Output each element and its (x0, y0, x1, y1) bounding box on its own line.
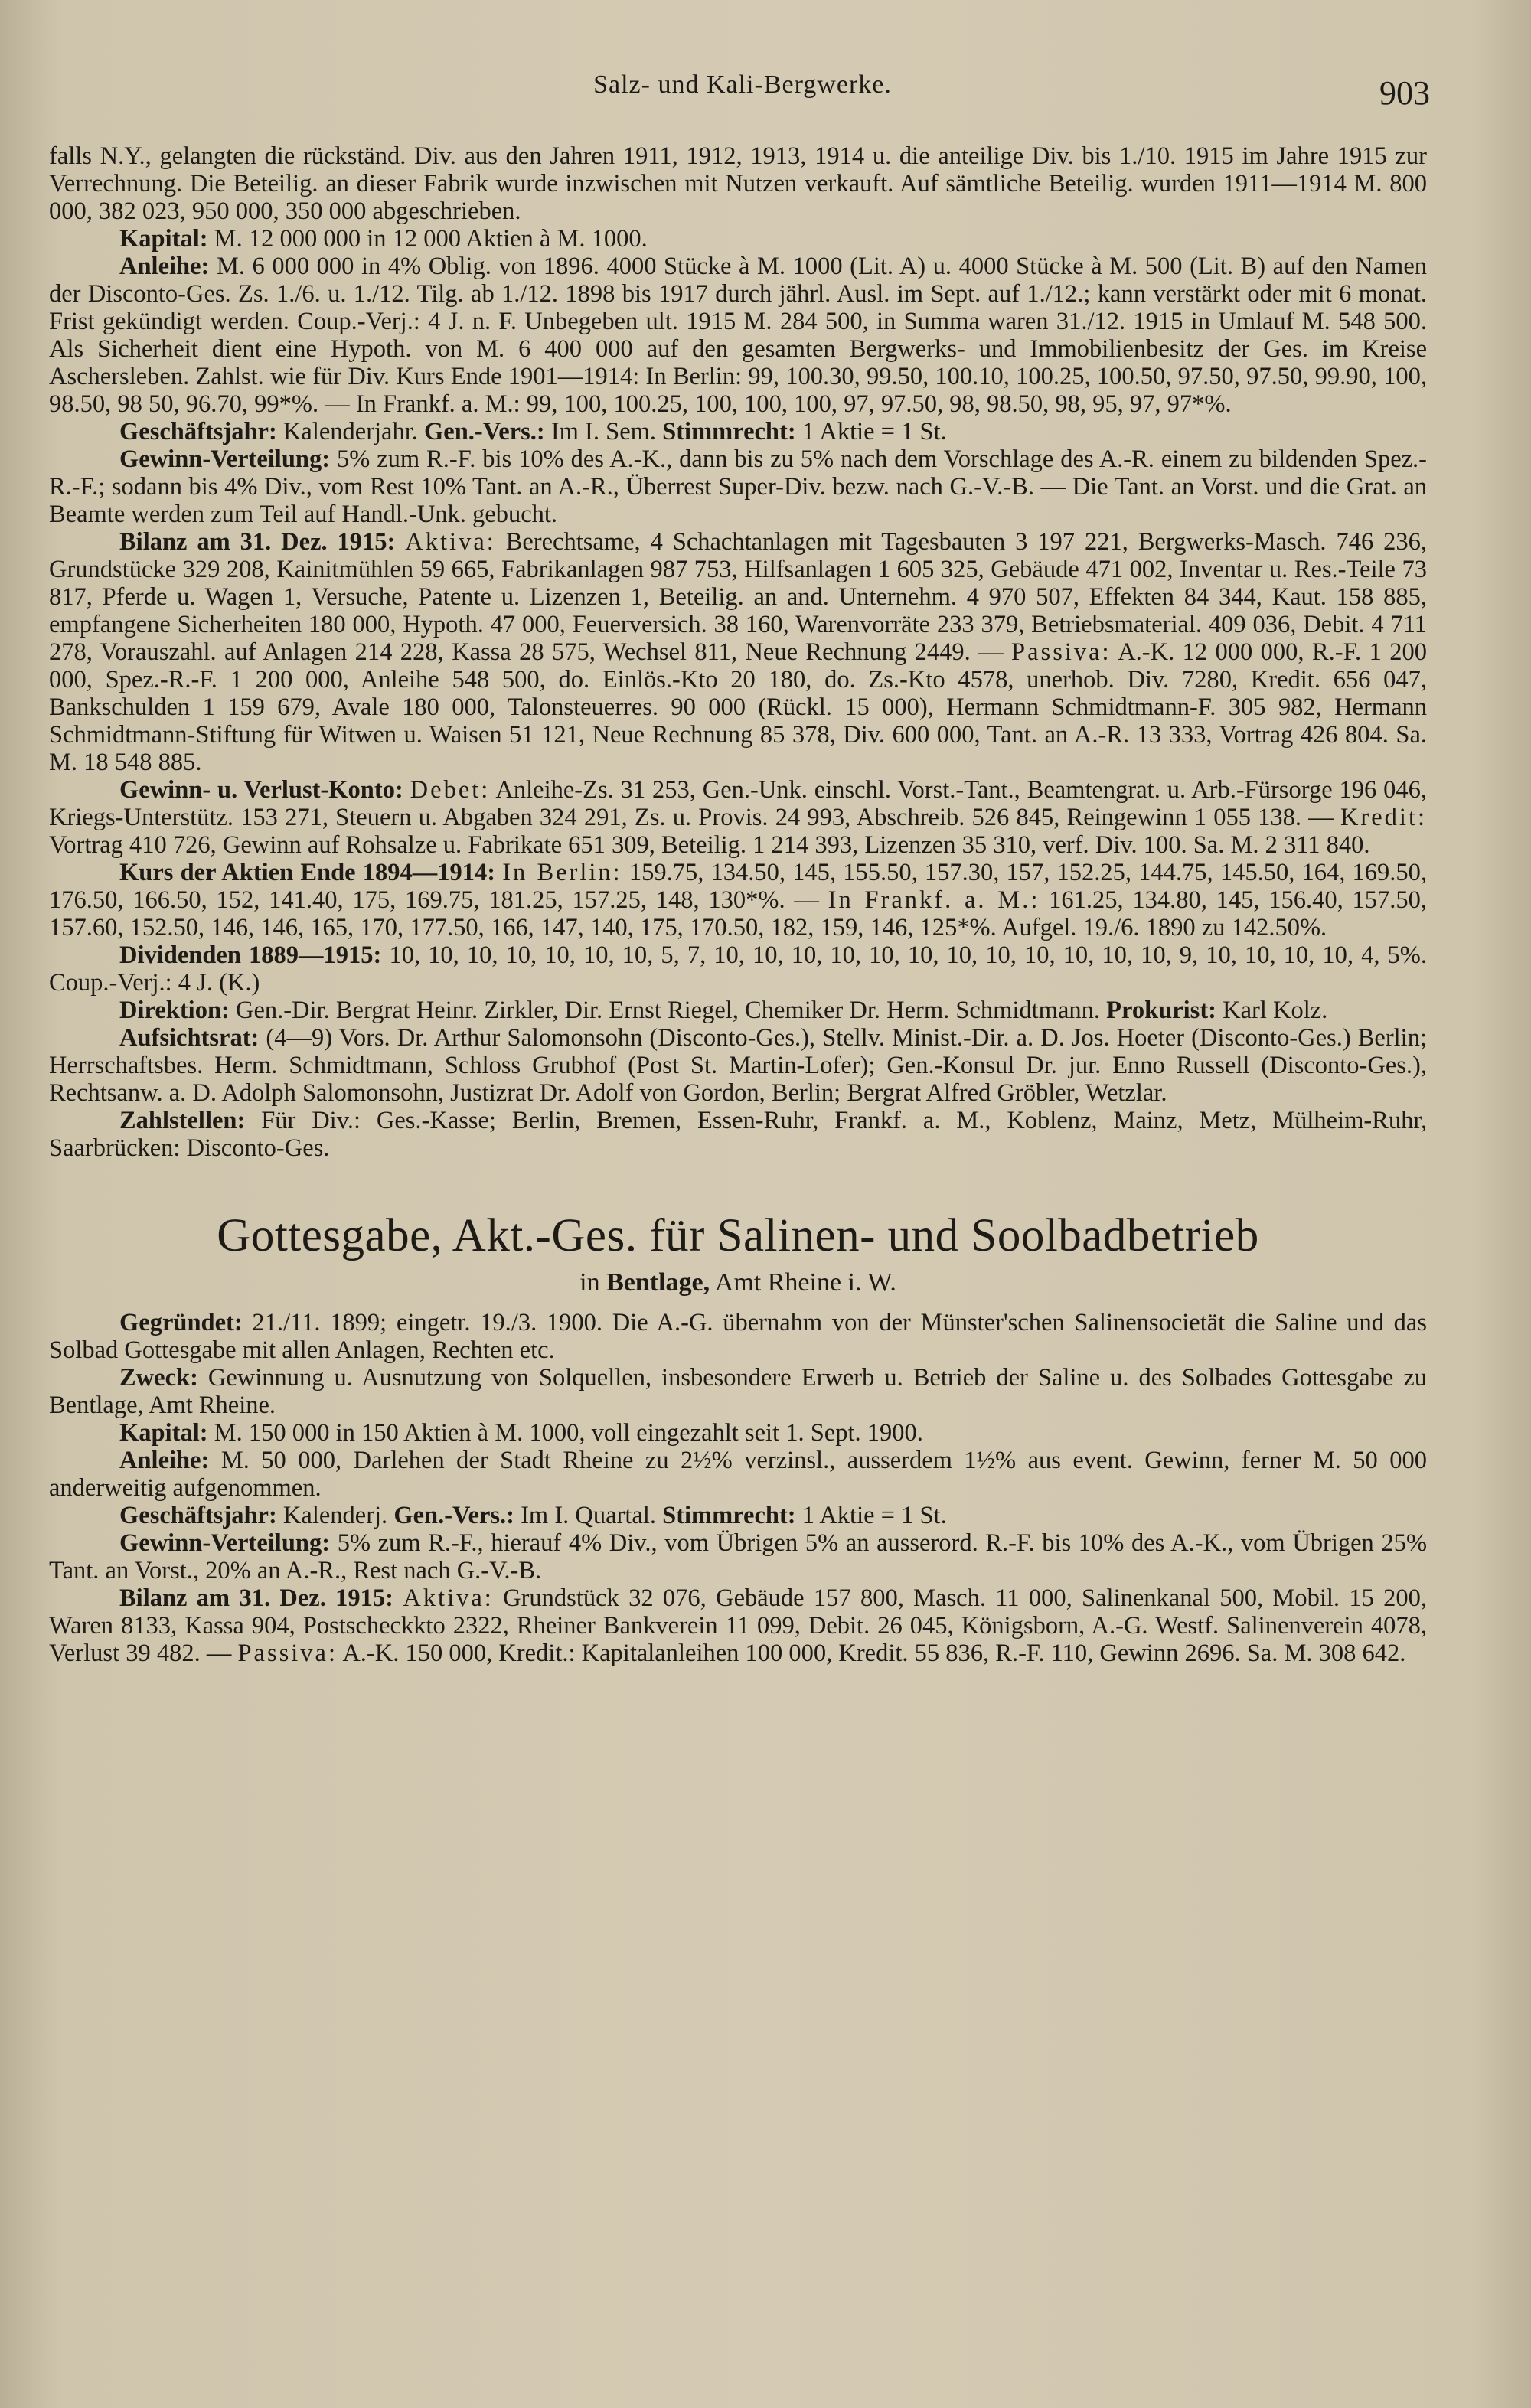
prokurist-label: Prokurist: (1106, 997, 1216, 1024)
location-prefix: in (579, 1268, 600, 1297)
intro-paragraph: falls N.Y., gelangten die rückständ. Div. aus den Jahren 1911, 1912, 1913, 1914 u. die anteilige Div. bis 1./10. 1915 im Jahre 1915 zur Verrechnung. Die Beteilig. an dieser Fabrik wurde inzwischen mit Nutzen verkauft. Auf sämtliche Beteilig. wurden 1911—1914 M. 800 000, 382 023, 950 000, 350 000 abgeschrieben. (49, 142, 1427, 225)
anleihe-entry (49, 253, 1427, 418)
company-location (49, 1266, 1427, 1300)
location-suffix: Amt Rheine i. W. (714, 1268, 896, 1297)
aktiva2-text: Grundstück 32 076, Gebäude 157 800, Masch. 11 000, Salinenkanal 500, Mobil. 15 200, Waren 8133, Kassa 904, Postscheckkto 2322, Rheiner Bankverein 11 099, Debit. 26 045, Königsborn, A.-G. Westf. Salinenverein 4078, Verlust 39 482. — (49, 1584, 1428, 1667)
stimmrecht2-label: Stimmrecht: (662, 1502, 796, 1529)
kurs-frankf-text: 161.25, 134.80, 145, 156.40, 157.50, 157.60, 152.50, 146, 146, 165, 170, 177.50, 166, 147, 140, 175, 170.50, 182, 159, 146, 125*%. Aufgel. 19./6. 1890 zu 142.50%. (49, 886, 1428, 941)
gewinn-verteilung-text: 5% zum R.-F. bis 10% des A.-K., dann bis zu 5% nach dem Vorschlage des A.-R. einem zu bildenden Spez.-R.-F.; sodann bis 4% Div., vom Rest 10% Tant. an A.-R., Überrest Super-Div. bezw. nach G.-V.-B. — Die Tant. an Vorst. und die Grat. an Beamte werden zum Teil auf Handl.-Unk. gebucht. (49, 445, 1427, 528)
gegruendet-entry (49, 1309, 1427, 1364)
debet-text: Anleihe-Zs. 31 253, Gen.-Unk. einschl. Vorst.-Tant., Beamtengrat. u. Arb.-Fürsorge 196 046, Kriegs-Unterstütz. 153 271, Steuern u. Abgaben 324 291, Zs. u. Provis. 24 993, Abschreib. 526 845, Reingewinn 1 055 138. — (49, 776, 1427, 831)
gegruendet-text: 21./11. 1899; eingetr. 19./3. 1900. Die A.-G. übernahm von der Münster'schen Salinensocietät die Saline und das Solbad Gottesgabe mit allen Anlagen, Rechten etc. (49, 1309, 1427, 1364)
aktiva-label: Aktiva: (405, 528, 496, 556)
gewinn-verteilung2-text: 5% zum R.-F., hierauf 4% Div., vom Übrigen 5% an ausserord. R.-F. bis 10% des A.-K., vom Übrigen 25% Tant. an Vorst., 20% an A.-R., Rest nach G.-V.-B. (49, 1529, 1428, 1584)
kurs-frankf-label: In Frankf. a. M.: (828, 886, 1040, 914)
aktiva2-label: Aktiva: (403, 1584, 494, 1612)
geschaeftsjahr-entry (49, 418, 1427, 445)
geschaeftsjahr2-text: Kalenderj. (282, 1502, 388, 1529)
kurs-berlin-text: 159.75, 134.50, 145, 155.50, 157.30, 157, 152.25, 144.75, 145.50, 164, 169.50, 176.50, 166.50, 152, 141.40, 175, 169.75, 181.25, 157.25, 148, 130*%. — (49, 859, 1428, 914)
bilanz-entry (49, 528, 1427, 776)
passiva-text: A.-K. 12 000 000, R.-F. 1 200 000, Spez.-R.-F. 1 200 000, Anleihe 548 500, do. Einlös.-Kto 20 180, do. Zs.-Kto 4578, unerhob. Div. 7280, Kredit. 656 047, Bankschulden 1 159 679, Avale 180 000, Talonsteuerres. 90 000 (Rückl. 15 000), Hermann Schmidtmann-F. 305 982, Hermann Schmidtmann-Stiftung für Witwen u. Waisen 51 121, Neue Rechnung 85 378, Div. 600 000, Tant. an A.-R. 13 333, Vortrag 426 804. Sa. M. 18 548 885. (49, 638, 1427, 776)
anleihe2-entry (49, 1447, 1427, 1502)
gen-vers-text: Im I. Sem. (550, 418, 657, 445)
guv-label: Gewinn- u. Verlust-Konto: (119, 776, 403, 804)
passiva2-text: A.-K. 150 000, Kredit.: Kapitalanleihen 100 000, Kredit. 55 836, R.-F. 110, Gewinn 2696. Sa. M. 308 642. (342, 1640, 1406, 1667)
zahlstellen-entry (49, 1107, 1427, 1162)
dividenden-label: Dividenden 1889—1915: (119, 941, 382, 969)
page-content (49, 142, 1427, 1667)
zweck-text: Gewinnung u. Ausnutzung von Solquellen, insbesondere Erwerb u. Betrieb der Saline u. des Solbades Gottesgabe zu Bentlage, Amt Rheine. (49, 1364, 1428, 1419)
location-place: Bentlage, (606, 1268, 710, 1297)
company-title: Gottesgabe, Akt.-Ges. für Salinen- und Soolbadbetrieb (217, 1210, 1259, 1261)
gen-vers2-label: Gen.-Vers.: (393, 1502, 514, 1529)
kurs-berlin-label: In Berlin: (502, 859, 622, 886)
aufsichtsrat-text: (4—9) Vors. Dr. Arthur Salomonsohn (Disconto-Ges.), Stellv. Minist.-Dir. a. D. Jos. Hoeter (Disconto-Ges.) Berlin; Herrschaftsbes. Herm. Schmidtmann, Schloss Grubhof (Post St. Martin-Lofer); Gen.-Konsul Dr. jur. Enno Russell (Disconto-Ges.), Rechtsanw. a. D. Adolph Salomonsohn, Justizrat Dr. Adolf von Gordon, Berlin; Bergrat Alfred Gröbler, Wetzlar. (49, 1024, 1427, 1107)
geschaeftsjahr-text: Kalenderjahr. (282, 418, 418, 445)
anleihe2-label: Anleihe: (119, 1447, 210, 1474)
section-divider (49, 1162, 1427, 1206)
prokurist-text: Karl Kolz. (1223, 997, 1328, 1024)
running-title: Salz- und Kali-Bergwerke. (593, 70, 892, 99)
gen-vers-label: Gen.-Vers.: (424, 418, 545, 445)
gewinn-verteilung-label: Gewinn-Verteilung: (119, 445, 331, 473)
kapital2-entry (49, 1419, 1427, 1447)
guv-entry (49, 776, 1427, 859)
stimmrecht-text: 1 Aktie = 1 St. (801, 418, 947, 445)
gewinn-verteilung-entry (49, 445, 1427, 528)
kurs-entry (49, 859, 1427, 941)
stimmrecht-label: Stimmrecht: (662, 418, 796, 445)
passiva-label: Passiva: (1011, 638, 1112, 666)
kapital2-label: Kapital: (119, 1419, 208, 1447)
kredit-label: Kredit: (1340, 804, 1428, 831)
kapital-entry (49, 225, 1427, 253)
geschaeftsjahr2-entry (49, 1502, 1427, 1529)
dividenden-entry (49, 941, 1427, 997)
gewinn-verteilung2-label: Gewinn-Verteilung: (119, 1529, 331, 1557)
aufsichtsrat-label: Aufsichtsrat: (119, 1024, 260, 1052)
kurs-label: Kurs der Aktien Ende 1894—1914: (119, 859, 496, 886)
page-number: 903 (1379, 74, 1430, 112)
kredit-text: Vortrag 410 726, Gewinn auf Rohsalze u. Fabrikate 651 309, Beteilig. 1 214 393, Lizenzen 35 310, verf. Div. 100. Sa. M. 2 311 840. (49, 831, 1370, 859)
zahlstellen-text: Für Div.: Ges.-Kasse; Berlin, Bremen, Essen-Ruhr, Frankf. a. M., Koblenz, Mainz, Metz, Mülheim-Ruhr, Saarbrücken: (49, 1107, 1428, 1162)
direktion-entry (49, 997, 1427, 1024)
kapital-label: Kapital: (119, 225, 208, 253)
gen-vers2-text: Im I. Quartal. (521, 1502, 656, 1529)
direktion-label: Direktion: (119, 997, 230, 1024)
anleihe-label: Anleihe: (119, 253, 210, 280)
geschaeftsjahr2-label: Geschäftsjahr: (119, 1502, 277, 1529)
zahlstellen-label: Zahlstellen: (119, 1107, 246, 1134)
zahlstellen-disconto: Disconto-Ges. (186, 1134, 330, 1162)
direktion-text: Gen.-Dir. Bergrat Heinr. Zirkler, Dir. Ernst Riegel, Chemiker Dr. Herm. Schmidtmann. (235, 997, 1101, 1024)
anleihe2-text: M. 50 000, Darlehen der Stadt Rheine zu 2½% verzinsl., ausserdem 1½% aus event. Gewinn, ferner M. 50 000 anderweitig aufgenommen. (49, 1447, 1428, 1502)
dividenden-text: 10, 10, 10, 10, 10, 10, 10, 5, 7, 10, 10, 10, 10, 10, 10, 10, 10, 10, 10, 10, 10, 9, 10, 10, 10, 10, 4, 5%. Coup.-Verj.: 4 J. (K.) (49, 941, 1428, 997)
aktiva-text: Berechtsame, 4 Schachtanlagen mit Tagesbauten 3 197 221, Bergwerks-Masch. 746 236, Grundstücke 329 208, Kainitmühlen 59 665, Fabrikanlagen 987 753, Hilfsanlagen 1 605 325, Gebäude 471 002, Inventar u. Res.-Teile 73 817, Pferde u. Wagen 1, Versuche, Patente u. Lizenzen 1, Beteilig. an and. Unternehm. 4 970 507, Effekten 84 344, Kaut. 158 885, empfangene Sicherheiten 180 000, Hypoth. 47 000, Feuerversich. 38 160, Warenvorräte 233 379, Betriebsmaterial. 409 036, Debit. 4 711 278, Vorauszahl. auf Anlagen 214 228, Kassa 28 575, Wechsel 811, Neue Rechnung 2449. — (49, 528, 1428, 666)
geschaeftsjahr-label: Geschäftsjahr: (119, 418, 277, 445)
bilanz2-entry (49, 1584, 1427, 1667)
zweck-label: Zweck: (119, 1364, 198, 1392)
kapital2-text: M. 150 000 in 150 Aktien à M. 1000, voll eingezahlt seit 1. Sept. 1900. (214, 1419, 923, 1447)
debet-label: Debet: (410, 776, 491, 804)
kapital-text: M. 12 000 000 in 12 000 Aktien à M. 1000. (214, 225, 648, 253)
bilanz2-label: Bilanz am 31. Dez. 1915: (119, 1584, 393, 1612)
passiva2-label: Passiva: (237, 1640, 338, 1667)
stimmrecht2-text: 1 Aktie = 1 St. (801, 1502, 947, 1529)
gegruendet-label: Gegründet: (119, 1309, 243, 1336)
anleihe-text: M. 6 000 000 in 4% Oblig. von 1896. 4000 Stücke à M. 1000 (Lit. A) u. 4000 Stücke à M. 500 (Lit. B) auf den Namen der Disconto-Ges. Zs. 1./6. u. 1./12. Tilg. ab 1./12. 1898 bis 1917 durch jährl. Ausl. im Sept. auf 1./12.; kann verstärkt oder mit 6 monat. Frist gekündigt werden. Coup.-Verj.: 4 J. n. F. Unbegeben ult. 1915 M. 284 500, in Summa waren 31./12. 1915 in Umlauf M. 548 500. Als Sicherheit dient eine Hypoth. von M. 6 400 000 auf den gesamten Bergwerks- und Immobilienbesitz der Ges. im Kreise Aschersleben. Zahlst. wie für Div. Kurs Ende 1901—1914: In Berlin: 99, 100.30, 99.50, 100.10, 100.25, 100.50, 97.50, 97.50, 99.90, 100, 98.50, 98 50, 96.70, 99*%. — In Frankf. a. M.: 99, 100, 100.25, 100, 100, 100, 97, 97.50, 98, 98.50, 98, 95, 97, 97*%. (49, 253, 1428, 418)
aufsichtsrat-entry (49, 1024, 1427, 1107)
gewinn-verteilung2-entry (49, 1529, 1427, 1584)
zweck-entry (49, 1364, 1427, 1419)
bilanz-label: Bilanz am 31. Dez. 1915: (119, 528, 396, 556)
page-header (0, 70, 1531, 116)
